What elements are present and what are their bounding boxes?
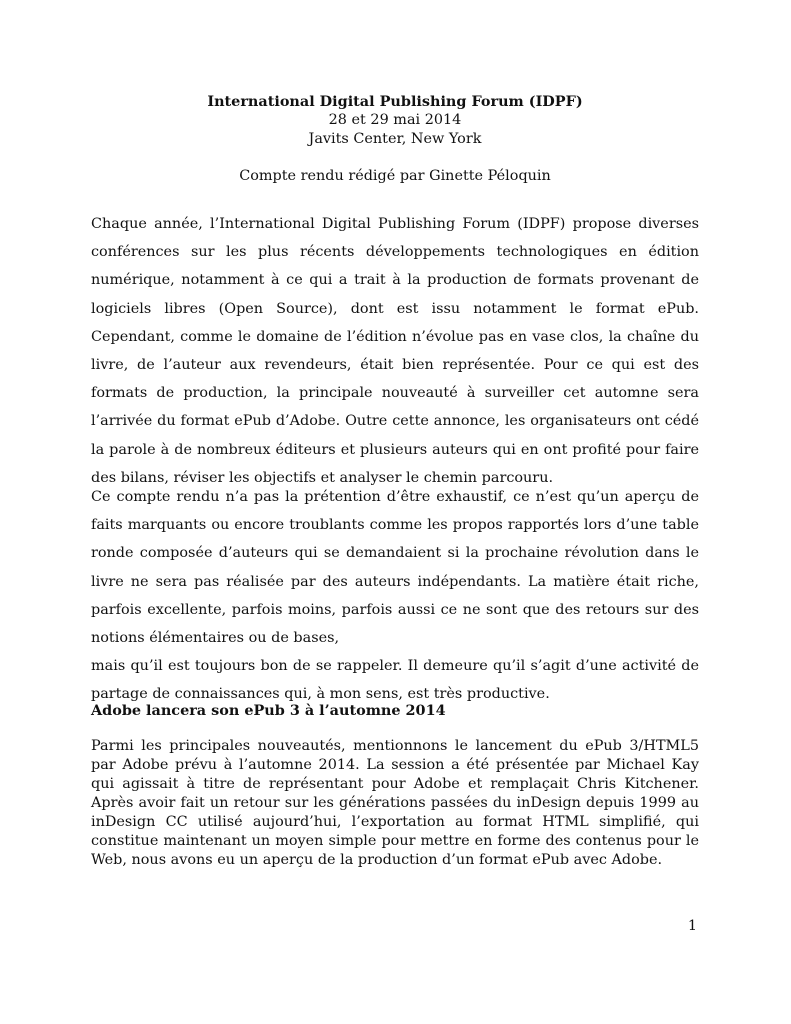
- event-dates: 28 et 29 mai 2014: [328, 112, 462, 128]
- author-byline: Compte rendu rédigé par Ginette Péloquin: [239, 168, 551, 184]
- section-heading: Adobe lancera son ePub 3 à l’automne 2014: [91, 702, 446, 719]
- document-title: International Digital Publishing Forum (IDPF): [207, 93, 583, 110]
- scope-paragraph-part1: Ce compte rendu n’a pas la prétention d’être exhaustif, ce n’est qu’un aperçu de faits marquants ou encore troublants comme les propos rapportés lors d’une table ronde composée d’auteurs qui se demandaient si la prochaine révolution dans le livre ne sera pas réalisée par des auteurs indépendants. La matière était riche, parfois excellente, parfois moins, parfois aussi ce ne sont que des retours sur des notions élémentaires ou de bases,: [91, 489, 699, 647]
- intro-paragraph: Chaque année, l’International Digital Publishing Forum (IDPF) propose diverses conférences sur les plus récents développements technologiques en édition numérique, notamment à ce qui a trait à la production de formats provenant de logiciels libres (Open Source), dont est issu notamment le format ePub. Cependant, comme le domaine de l’édition n’évolue pas en vase clos, la chaîne du livre, de l’auteur aux revendeurs, était bien représentée. Pour ce qui est des formats de production, la principale nouveauté à surveiller cet automne sera l’arrivée du format ePub d’Adobe. Outre cette annonce, les organisateurs ont cédé la parole à de nombreux éditeurs et plusieurs auteurs qui en ont profité pour faire des bilans, réviser les objectifs et analyser le chemin parcouru.: [91, 216, 699, 486]
- page-number: 1: [687, 918, 697, 934]
- document-header: [91, 92, 699, 186]
- scope-paragraph: [91, 483, 699, 709]
- adobe-paragraph: Parmi les principales nouveautés, mentionnons le lancement du ePub 3/HTML5 par Adobe prévu à l’automne 2014. La session a été présentée par Michael Kay qui agissait à titre de représentant pour Adobe et remplaçait Chris Kitchener. Après avoir fait un retour sur les générations passées du inDesign depuis 1999 au inDesign CC utilisé aujourd’hui, l’exportation au format HTML simplifié, qui constitue maintenant un moyen simple pour mettre en forme des contenus pour le Web, nous avons eu un aperçu de la production d’un format ePub avec Adobe.: [91, 738, 699, 868]
- event-venue: Javits Center, New York: [308, 131, 482, 147]
- scope-paragraph-part2: mais qu’il est toujours bon de se rappeler. Il demeure qu’il s’agit d’une activité de partage de connaissances qui, à mon sens, est très productive.: [91, 658, 699, 703]
